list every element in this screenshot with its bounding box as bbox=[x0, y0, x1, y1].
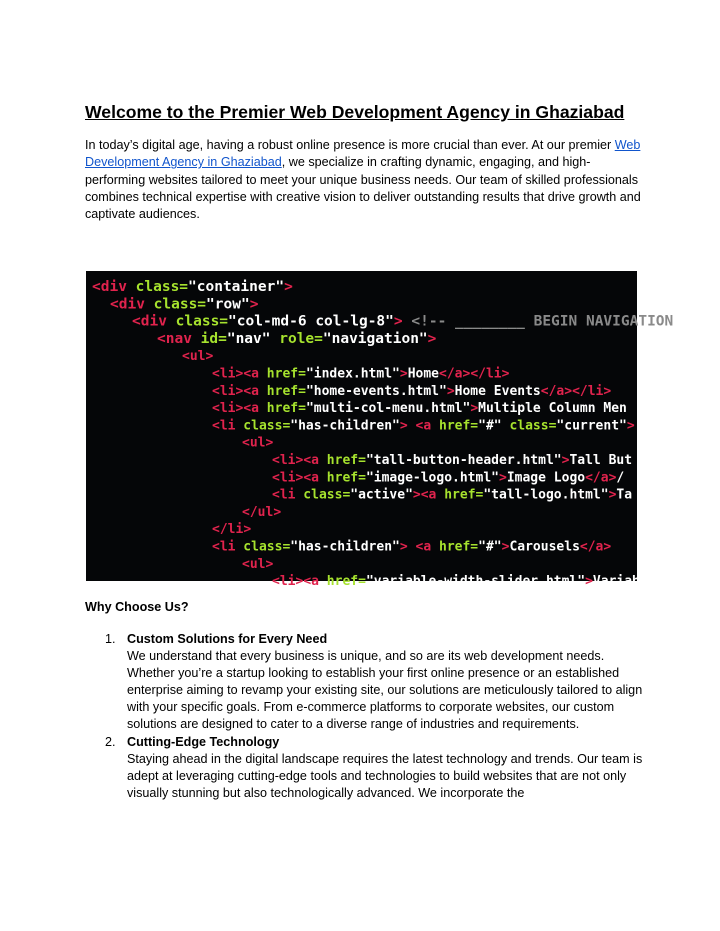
reason-number: 2. bbox=[105, 734, 116, 749]
code-line: <li class="has-children"> <a href="#" class="current"> bbox=[212, 418, 635, 434]
code-line: <div class="container"> bbox=[92, 279, 293, 295]
code-line: <ul> bbox=[242, 556, 274, 572]
intro-text-after-link: , we specialize in crafting dynamic, engaging, and high-performing websites tailored to meet your unique business needs. Our team of skilled professionals combines technical expertise with creative vision to deliver outstanding results that drive growth and captivate audiences. bbox=[85, 155, 641, 222]
code-line: <div class="row"> bbox=[110, 296, 259, 313]
reasons-list bbox=[85, 631, 645, 802]
reason-heading: Custom Solutions for Every Need bbox=[127, 632, 328, 646]
section-heading: Why Choose Us? bbox=[85, 600, 189, 614]
reason-body: Staying ahead in the digital landscape requires the latest technology and trends. Our team is adept at leveraging cutting-edge tools and technologies to build websites that are not only visually stunning but also technologically advanced. We incorporate the bbox=[127, 751, 643, 800]
intro-text-before-link: In today’s digital age, having a robust online presence is more crucial than ever. At our premier bbox=[85, 138, 615, 152]
reason-item bbox=[85, 734, 645, 802]
code-screenshot-image bbox=[86, 271, 674, 590]
reason-heading: Cutting-Edge Technology bbox=[127, 734, 280, 749]
reason-body: We understand that every business is unique, and so are its web development needs. Whether you’re a startup looking to establish your first online presence or an established enterprise aiming to revamp your existing site, our solutions are meticulously tailored to align with your specific goals. From e-commerce platforms to corporate websites, our custom solutions are designed to cater to a diverse range of industries and requirements. bbox=[127, 649, 643, 732]
code-line: </ul> bbox=[242, 504, 282, 520]
intro-paragraph bbox=[85, 137, 645, 223]
code-line: <nav id="nav" role="navigation"> bbox=[157, 330, 437, 347]
code-line: <li><a href="multi-col-menu.html">Multiple Column Men bbox=[212, 401, 627, 417]
code-line: <li><a href="tall-button-header.html">Tall But bbox=[272, 453, 633, 468]
code-line: <li class="has-children"> <a href="#">Carousels</a> bbox=[212, 539, 612, 555]
code-line: <li><a href="image-logo.html">Image Logo</a>/ bbox=[272, 470, 625, 486]
agency-link[interactable]: Web Development Agency in Ghaziabad bbox=[85, 138, 641, 170]
page-title: Welcome to the Premier Web Development Agency in Ghaziabad bbox=[85, 102, 625, 122]
code-line: <ul> bbox=[242, 435, 274, 451]
code-line: <div class="col-md-6 col-lg-8"> <!-- ________ BEGIN NAVIGATION bbox=[132, 313, 674, 330]
code-screenshot-canvas bbox=[86, 271, 674, 590]
code-line: <ul> bbox=[182, 349, 214, 365]
code-line: <li class="active"><a href="tall-logo.html">Ta bbox=[272, 487, 633, 503]
code-line: <li><a href="index.html">Home</a></li> bbox=[212, 366, 510, 382]
reason-item bbox=[85, 631, 645, 734]
code-line: <li><a href="home-events.html">Home Events</a></li> bbox=[212, 383, 612, 399]
reason-number: 1. bbox=[105, 632, 116, 646]
code-line: <li><a href="variable-width-slider.html">Variab bbox=[272, 574, 640, 590]
code-line: </li> bbox=[212, 522, 252, 538]
